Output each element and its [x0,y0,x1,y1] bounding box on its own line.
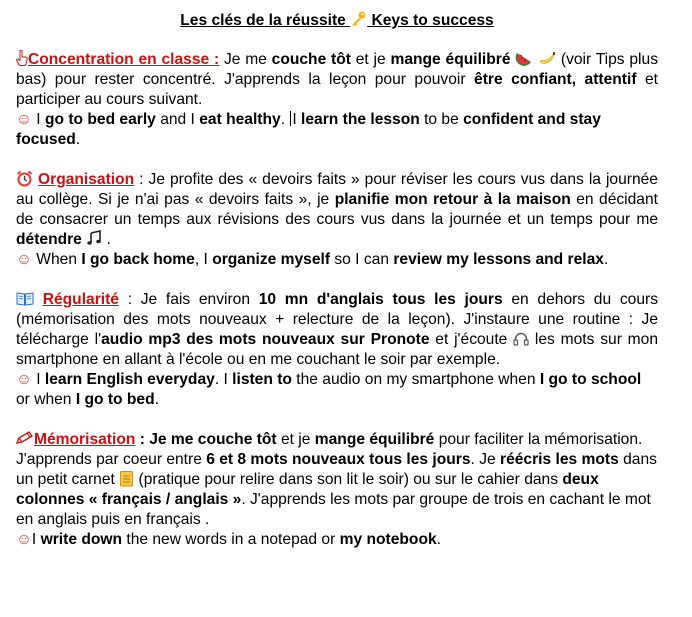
smiley-icon: ☺ [16,251,32,268]
organisation-fr: Organisation : Je profite des « devoirs faits » pour réviser les cours vus dans la journée au collège. Si je n'ai pas « devoirs faits », je planifie mon retour à la maison en décidant de consacrer un temps aux révisions des cours vus dans la journée et un temps pour me détendre . [16,171,658,248]
smiley-icon: ☺ [16,111,32,128]
watermelon-icon [515,50,533,70]
regularite-heading: Régularité [42,291,119,308]
section-memorisation [16,430,658,550]
organisation-heading: Organisation [38,171,135,188]
memorisation-heading: Mémorisation [34,431,136,448]
title-en: Keys to success [371,12,494,29]
regularite-fr: Régularité : Je fais environ 10 mn d'anglais tous les jours en dehors du cours (mémorisation des mots nouveaux + relecture de la leçon). J'instaure une routine : Je télécharge l'audio mp3 des mots nouveaux sur Pronote et j'écoute les mots sur mon smartphone en allant à l'école ou en me couchant le soir par exemple. [16,291,659,368]
smiley-icon: ☺ [16,371,32,388]
section-organisation [16,170,658,270]
pointing-hand-icon [16,50,28,70]
key-icon [350,10,367,31]
organisation-en: ☺ When I go back home, I organize myself so I can review my lessons and relax. [16,251,609,268]
document [16,10,658,550]
notepad-icon [119,470,134,490]
regularite-en: ☺ I learn English everyday. I listen to the audio on my smartphone when I go to school or when I go to bed. [16,371,642,408]
memorisation-en: ☺I write down the new words in a notepad or my notebook. [16,531,442,548]
section-concentration [16,50,658,150]
pencil-icon [16,430,34,450]
section-regularite [16,290,658,410]
concentration-heading: Concentration en classe : [28,51,220,68]
smiley-icon: ☺ [16,531,32,548]
alarm-clock-icon [16,170,33,190]
title-fr: Les clés de la réussite [180,12,346,29]
memorisation-fr-1: Mémorisation : Je me couche tôt et je mange équilibré pour faciliter la mémorisation. [16,430,658,450]
music-notes-icon [86,230,102,250]
concentration-en: ☺ I go to bed early and I eat healthy. I learn the lesson to be confident and stay focused. [16,111,601,148]
open-book-icon [16,290,34,310]
page-title [16,10,658,31]
headphones-icon [513,330,529,350]
concentration-fr: Concentration en classe : Je me couche tôt et je mange équilibré (voir Tips plus bas) pour rester concentré. J'apprends la leçon pour pouvoir être confiant, attentif et participer au cours suivant. [16,51,659,108]
memorisation-fr-2: J'apprends par coeur entre 6 et 8 mots nouveaux tous les jours. Je réécris les mots dans un petit carnet (pratique pour relire dans son lit le soir) ou sur le cahier dans deux colonnes « français / anglais ». J'apprends les mots par groupe de trois en cachant le mot en anglais puis en français . [16,451,657,528]
banana-icon [538,50,556,70]
